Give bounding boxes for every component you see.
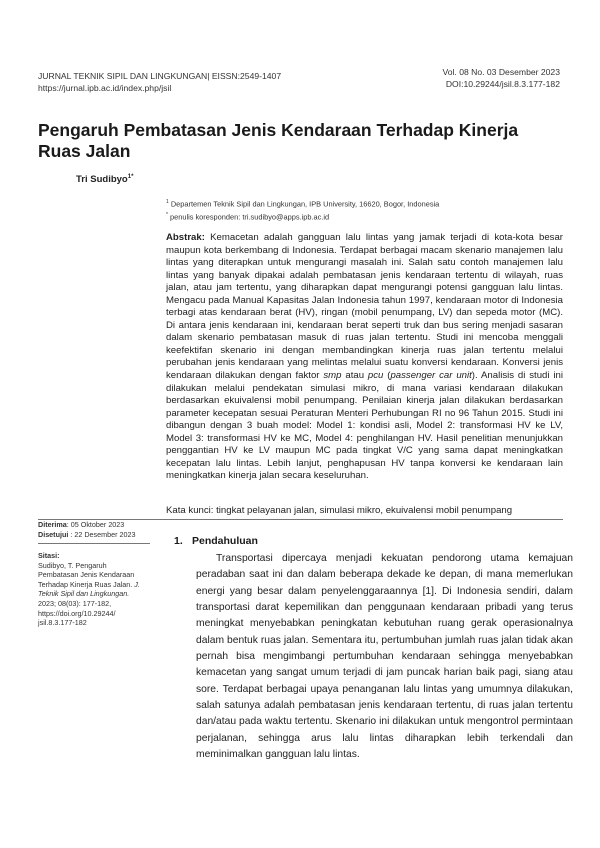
- paper-title: Pengaruh Pembatasan Jenis Kendaraan Terhadap Kinerja Ruas Jalan: [38, 120, 519, 161]
- abstract-term-smp: smp: [323, 370, 342, 382]
- citation-label: Sitasi:: [38, 551, 60, 560]
- affiliations: [166, 197, 439, 223]
- article-dates: [38, 520, 135, 540]
- section-heading: [174, 535, 258, 547]
- divider-sidebar: [38, 543, 150, 544]
- abstract-text-1: Kemacetan adalah gangguan lalu lintas yang jamak terjadi di kota-kota besar maupun kota berkembang di Indonesia. Terdapat berbagai macam skenario manajemen lalu lintas yang diterapkan untuk mengurangi masalah ini. Salah satu contoh manajemen lalu lintas yang banyak dipakai adalah pembatasan jenis kendaraan tertentu di wilayah, ruas jalan, atau jam tertentu, yang diharapkan dapat mengurangi potensi gangguan lalu lintas. Mengacu pada Manual Kapasitas Jalan Indonesia tahun 1997, kendaraan motor di Indonesia terbagi atas kendaraan berat (HV), ringan (mobil penumpang, LV) dan sepeda motor (MC). Di antara jenis kendaraan ini, kendaraan berat seperti truk dan bus sering menjadi sasaran dalam skenario pembatasan masuk di ruas jalan tertentu. Studi ini mencoba menggali keefektifan skenario ini dengan membandingkan kinerja ruas jalan tertentu melalui perubahan jenis kendaraan yang melintas melalui suatu konversi kendaraan. Konversi jenis kendaraan dilakukan dengan faktor: [166, 232, 564, 382]
- volume-info: Vol. 08 No. 03 Desember 2023: [442, 67, 560, 77]
- journal-header: [38, 70, 281, 94]
- citation-journal: J. Teknik Sipil dan Lingkungan.: [38, 579, 140, 599]
- citation-text: [38, 561, 148, 628]
- journal-name: JURNAL TEKNIK SIPIL DAN LINGKUNGAN| EISSN:2549-1407: [38, 71, 282, 81]
- approved-label: Disetujui: [38, 529, 69, 539]
- abstract-text-3: (: [383, 370, 391, 382]
- abstract: [166, 232, 563, 483]
- author-marks: 1*: [127, 174, 134, 180]
- journal-url[interactable]: https://jurnal.ipb.ac.id/index.php/jsil: [38, 83, 172, 93]
- abstract-text-2: atau: [341, 370, 368, 382]
- author: [76, 174, 133, 185]
- doi-info: DOI:10.29244/jsil.8.3.177-182: [445, 79, 560, 89]
- affiliation-mark-1: 1: [166, 199, 169, 205]
- approved-value: : 22 Desember 2023: [68, 529, 136, 539]
- section-number: 1.: [174, 535, 183, 547]
- affiliation-corresponding: [166, 210, 439, 223]
- received-label: Diterima: [38, 520, 67, 529]
- affiliation-dept: [166, 197, 439, 210]
- abstract-term-pcu: pcu: [367, 370, 384, 382]
- author-name: Tri Sudibyo: [76, 174, 128, 186]
- affiliation-dept-text: Departemen Teknik Sipil dan Lingkungan, IPB University, 16620, Bogor, Indonesia: [170, 199, 440, 209]
- citation: [38, 551, 148, 628]
- corresponding-text: penulis koresponden: tri.sudibyo@apps.ipb.ac.id: [170, 212, 330, 222]
- section-title: Pendahuluan: [192, 535, 258, 547]
- abstract-term-pcu-full: passenger car unit: [390, 370, 472, 382]
- issue-info: [442, 66, 560, 90]
- introduction-paragraph: Transportasi dipercaya menjadi kekuatan pendorong utama kemajuan peradaban saat ini dan dalam beberapa dekade ke depan, di mana memerlukan energi yang besar dalam penyelenggaraannya [1]. Di Indonesia sendiri, dalam transportasi darat kepemilikan dan penggunaan kendaraan pribadi yang terus meningkat menyebabkan peningkatan kebutuhan ruang gerak operasionalnya dalam bentuk ruas jalan. Sementara itu, pertumbuhan jumlah ruas jalan tidak akan pernah bisa mengimbangi pertumbuhan kendaraan sehingga menyebabkan kemacetan yang sangat umum terjadi di jam puncak harian baik pagi, siang atau sore. Terdapat berbagai upaya penanganan lalu lintas yang umumnya dilakukan, salah satunya adalah pembatasan jenis kendaraan tertentu, di ruas jalan tertentu dan/atau pada waktu tertentu. Skenario ini dilakukan untuk mengontrol permintaan perjalanan, sehingga arus lalu lintas diharapkan lebih terkendali dan meminimalkan gangguan lalu lintas.: [196, 553, 573, 761]
- approved-date: [38, 530, 135, 540]
- abstract-label: Abstrak:: [166, 232, 205, 243]
- citation-text-2: 2023; 08(03): 177-182, https://doi.org/10.29244/ jsil.8.3.177-182: [38, 598, 116, 628]
- keywords: Kata kunci: tingkat pelayanan jalan, simulasi mikro, ekuivalensi mobil penumpang: [166, 505, 513, 516]
- affiliation-mark-2: *: [166, 211, 168, 218]
- received-date: [38, 520, 135, 530]
- received-value: : 05 Oktober 2023: [66, 520, 125, 529]
- abstract-text-4: ). Analisis di studi ini dilakukan melalui pendekatan simulasi mikro, di mana variasi kendaraan dilakukan berdasarkan ekuivalensi mobil penumpang. Penilaian kinerja jalan dilakukan berdasarkan parameter kecepatan sesuai Peraturan Menteri Perhubungan RI no 96 Tahun 2015. Studi ini dibangun dengan 3 buah model: Model 1: kondisi asli, Model 2: transformasi HV ke LV, Model 3: transformasi HV ke MC, Model 4: penghilangan HV. Hasil penelitian menunjukkan penggantian HV ke LV maupun MC pada tingkat V/C yang sama dapat meningkatkan kecepatan lalu lintas. Lebih lanjut, penghapusan HV tanpa konversi ke kendaraan lain meningkatkan kinerja jalan secara keseluruhan.: [166, 370, 563, 482]
- citation-text-1: Sudibyo, T. Pengaruh Pembatasan Jenis Kendaraan Terhadap Kinerja Ruas Jalan.: [38, 560, 135, 589]
